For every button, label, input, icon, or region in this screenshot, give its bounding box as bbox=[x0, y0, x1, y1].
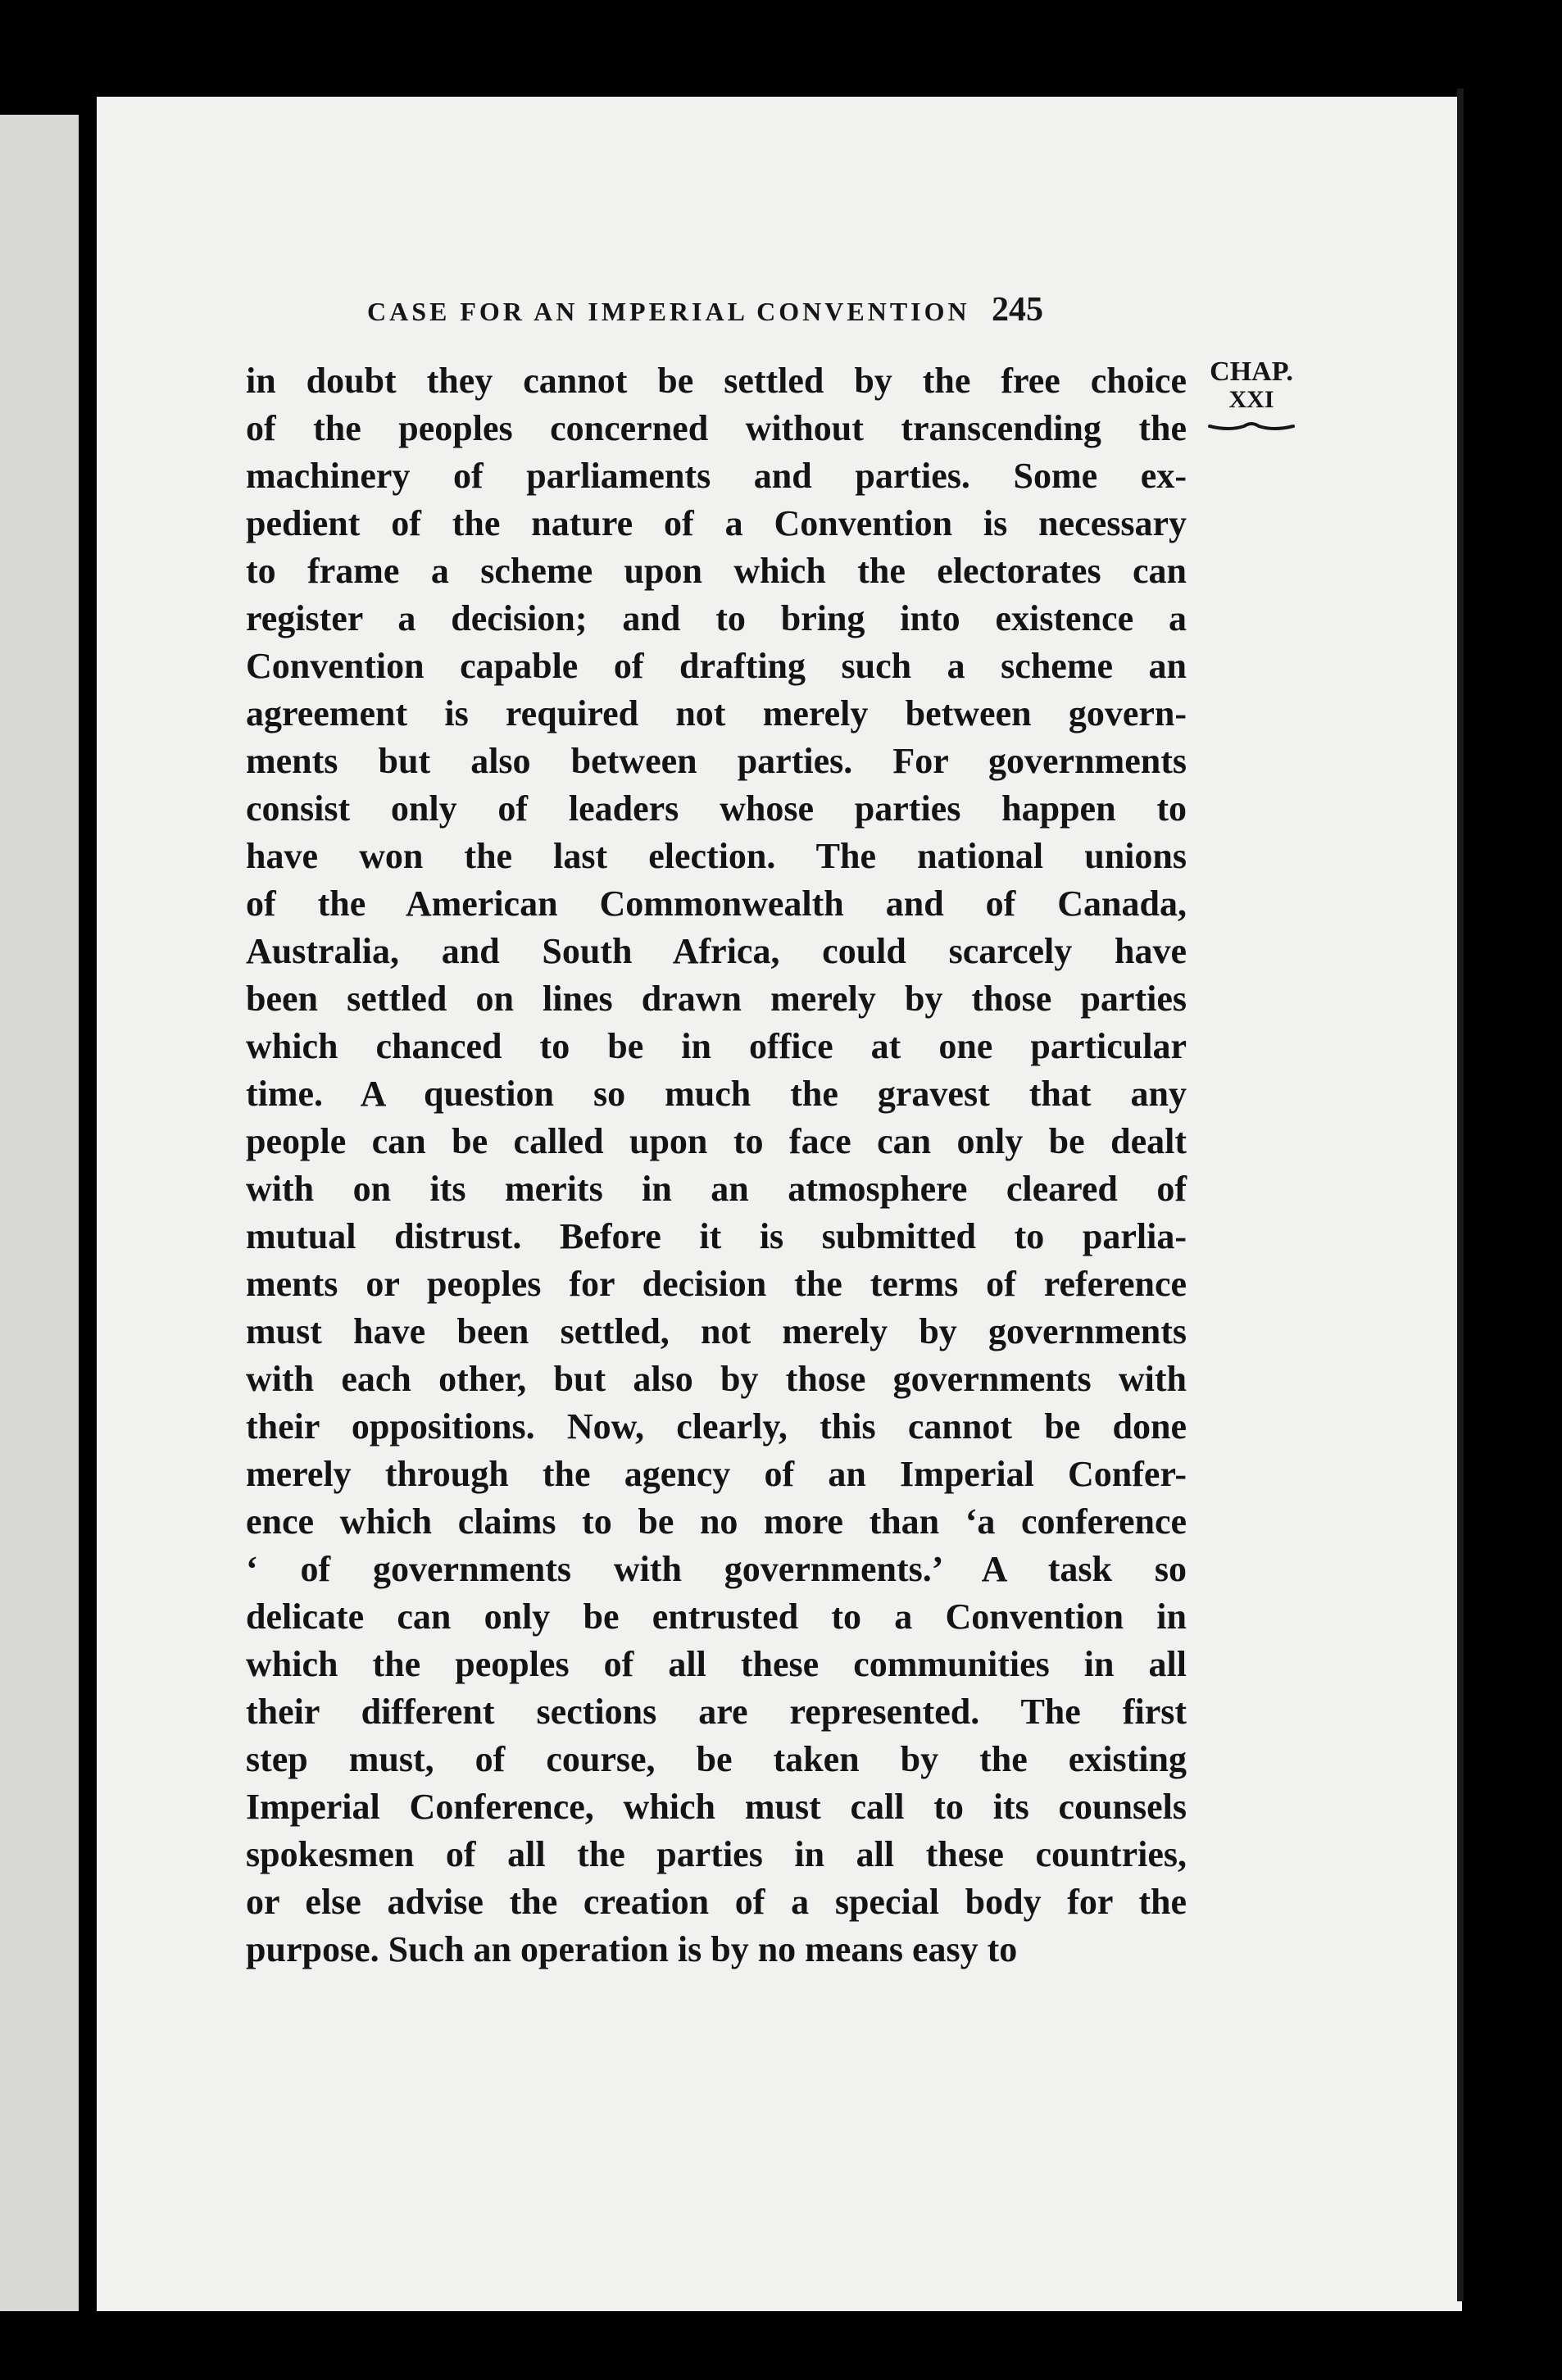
text-line: Convention capable of drafting such a scheme an bbox=[246, 646, 1187, 686]
text-line: machinery of parliaments and parties. Some ex- bbox=[246, 456, 1187, 496]
facing-page-edge bbox=[0, 115, 79, 2311]
text-line: which chanced to be in office at one particular bbox=[246, 1026, 1187, 1066]
text-line: consist only of leaders whose parties happen to bbox=[246, 788, 1187, 829]
text-line: with on its merits in an atmosphere cleared of bbox=[246, 1169, 1187, 1209]
text-line: been settled on lines drawn merely by those parties bbox=[246, 979, 1187, 1019]
text-line: merely through the agency of an Imperial Confer- bbox=[246, 1454, 1187, 1494]
text-line: register a decision; and to bring into existence a bbox=[246, 598, 1187, 638]
text-line: time. A question so much the gravest that any bbox=[246, 1074, 1187, 1114]
text-line: Australia, and South Africa, could scarcely have bbox=[246, 931, 1187, 971]
text-line: pedient of the nature of a Convention is necessary bbox=[246, 503, 1187, 543]
text-line: ments or peoples for decision the terms of reference bbox=[246, 1264, 1187, 1304]
text-line: with each other, but also by those governments with bbox=[246, 1359, 1187, 1399]
chapter-sidenote bbox=[1198, 357, 1305, 434]
text-line: people can be called upon to face can only be dealt bbox=[246, 1121, 1187, 1161]
text-line: or else advise the creation of a special body for the bbox=[246, 1882, 1187, 1922]
text-line: to frame a scheme upon which the electorates can bbox=[246, 551, 1187, 591]
text-line: ments but also between parties. For governments bbox=[246, 741, 1187, 781]
text-line: Imperial Conference, which must call to its counsels bbox=[246, 1787, 1187, 1827]
running-head bbox=[367, 290, 1043, 329]
text-line: of the American Commonwealth and of Canada, bbox=[246, 883, 1187, 924]
text-line: of the peoples concerned without transcending the bbox=[246, 408, 1187, 448]
text-line: purpose. Such an operation is by no means easy to bbox=[246, 1929, 1018, 1969]
text-line: must have been settled, not merely by governments bbox=[246, 1311, 1187, 1351]
text-line: agreement is required not merely between govern- bbox=[246, 693, 1187, 734]
body-text bbox=[246, 357, 1187, 1973]
ornament-icon bbox=[1206, 416, 1296, 434]
text-line: which the peoples of all these communities in all bbox=[246, 1644, 1187, 1684]
page-number: 245 bbox=[992, 291, 1043, 329]
text-line: ence which claims to be no more than ‘a conference bbox=[246, 1501, 1187, 1542]
text-line: ‘ of governments with governments.’ A task so bbox=[246, 1549, 1187, 1589]
text-line: in doubt they cannot be settled by the free choice bbox=[246, 361, 1187, 401]
text-line: delicate can only be entrusted to a Convention in bbox=[246, 1597, 1187, 1637]
text-line: their different sections are represented. The first bbox=[246, 1692, 1187, 1732]
text-line: step must, of course, be taken by the existing bbox=[246, 1739, 1187, 1779]
text-line: have won the last election. The national unions bbox=[246, 836, 1187, 876]
text-line: spokesmen of all the parties in all these countries, bbox=[246, 1834, 1187, 1874]
text-line: mutual distrust. Before it is submitted to parlia- bbox=[246, 1216, 1187, 1256]
chapter-number: XXI bbox=[1228, 386, 1274, 413]
chapter-label: CHAP. bbox=[1210, 357, 1293, 387]
text-line: their oppositions. Now, clearly, this cannot be done bbox=[246, 1406, 1187, 1447]
running-title: CASE FOR AN IMPERIAL CONVENTION bbox=[367, 297, 970, 326]
binding-edge bbox=[1457, 89, 1464, 2301]
